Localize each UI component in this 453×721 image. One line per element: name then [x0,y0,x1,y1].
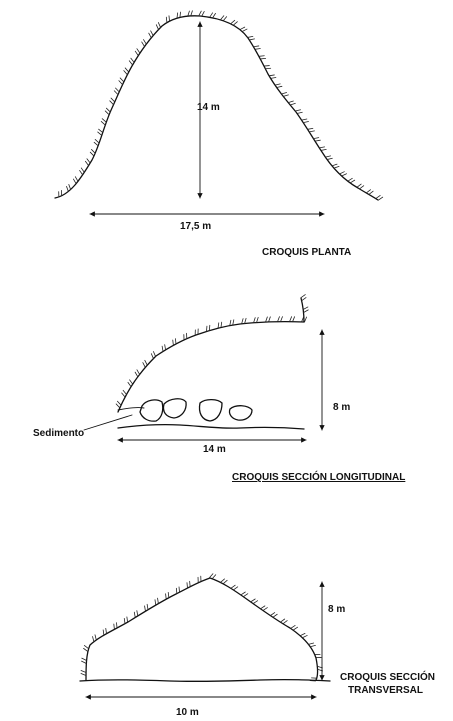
transversal-floor-line [80,680,330,682]
vegetation-tick [116,623,117,628]
vegetation-tick [120,78,124,82]
vegetation-tick [69,184,71,189]
vegetation-tick [137,49,140,53]
vegetation-tick [130,380,133,384]
plan-height-label: 14 m [197,102,220,113]
vegetation-tick [122,393,125,397]
transversal-roof-outline [86,578,318,680]
vegetation-tick [308,643,313,644]
vegetation-tick [116,404,120,408]
vegetation-tick [128,382,131,386]
vegetation-tick [303,307,308,310]
vegetation-tick [115,88,119,92]
vegetation-tick [114,91,118,95]
vegetation-tick [137,370,140,375]
vegetation-tick [165,345,166,350]
vegetation-tick [233,587,237,590]
vegetation-tick [231,20,235,23]
boulder [140,400,163,421]
vegetation-tick [147,604,148,609]
vegetation-tick [325,156,330,157]
vegetation-tick [275,84,280,85]
vegetation-tick [269,317,271,322]
vegetation-tick [281,93,286,94]
vegetation-tick [158,598,159,603]
vegetation-tick [111,98,115,102]
longitudinal-vegetation-hatch [116,295,308,408]
vegetation-tick [313,138,318,139]
vegetation-tick [162,346,163,351]
vegetation-tick [117,401,121,405]
vegetation-tick [166,594,167,599]
vegetation-tick [305,317,307,322]
vegetation-tick [131,58,134,62]
longitudinal-caption: CROQUIS SECCIÓN LONGITUDINAL [232,472,406,483]
vegetation-tick [255,49,260,50]
longitudinal-section-sketch [33,295,405,483]
vegetation-tick [273,614,277,617]
vegetation-tick [105,111,109,115]
transversal-height-label: 8 m [328,604,346,615]
vegetation-tick [106,628,107,633]
vegetation-tick [269,75,274,76]
vegetation-tick [280,619,284,622]
vegetation-tick [221,322,222,327]
vegetation-tick [142,42,145,47]
vegetation-tick [350,180,355,183]
vegetation-tick [143,363,145,368]
vegetation-tick [81,168,84,172]
vegetation-tick [303,122,308,123]
vegetation-tick [293,627,298,630]
vegetation-tick [348,178,353,181]
vegetation-tick [102,119,106,123]
vegetation-tick [81,673,86,675]
vegetation-tick [135,372,138,377]
longitudinal-height-label: 8 m [333,402,351,413]
sediment-label: Sedimento [33,428,85,439]
plan-vegetation-hatch [59,11,383,200]
vegetation-tick [85,161,88,165]
vegetation-tick [310,645,315,646]
vegetation-tick [378,197,382,200]
vegetation-tick [210,13,213,18]
vegetation-tick [199,11,202,16]
vegetation-tick [271,77,276,78]
vegetation-tick [151,31,154,36]
vegetation-tick [188,11,190,16]
vegetation-tick [332,164,337,166]
vegetation-tick [123,390,126,394]
vegetation-tick [309,131,314,132]
vegetation-tick [283,621,287,624]
boulder [199,400,222,421]
vegetation-tick [243,594,248,597]
longitudinal-roof-outline [118,298,304,412]
vegetation-tick [149,33,152,38]
vegetation-tick [75,177,78,182]
vegetation-tick [319,147,324,148]
vegetation-tick [135,51,138,55]
longitudinal-sediment-line [118,408,144,410]
longitudinal-width-label: 14 m [203,444,226,455]
vegetation-tick [145,606,146,611]
transversal-vegetation-hatch [81,574,323,681]
vegetation-tick [145,360,147,365]
vegetation-tick [84,648,88,651]
vegetation-tick [301,295,305,298]
vegetation-tick [209,574,213,578]
vegetation-tick [220,579,224,582]
plan-view-sketch [55,11,383,258]
vegetation-tick [308,128,313,129]
vegetation-tick [366,190,370,193]
vegetation-tick [190,581,191,586]
vegetation-tick [169,16,170,21]
vegetation-tick [191,11,193,16]
sediment-boulders [140,399,252,421]
vegetation-tick [125,68,129,72]
vegetation-tick [297,112,302,113]
vegetation-tick [295,110,300,111]
vegetation-tick [82,661,87,663]
plan-caption: CROQUIS PLANTA [262,247,352,258]
vegetation-tick [187,583,188,588]
vegetation-tick [73,179,76,184]
vegetation-tick [166,17,167,22]
vegetation-tick [257,317,259,322]
vegetation-tick [304,310,309,313]
vegetation-tick [245,318,246,323]
vegetation-tick [119,81,123,85]
vegetation-tick [278,317,280,322]
boulder [163,399,186,418]
vegetation-tick [259,56,264,57]
vegetation-tick [321,149,326,150]
vegetation-tick [95,635,96,640]
vegetation-tick [129,61,132,65]
vegetation-tick [263,608,268,611]
vegetation-tick [302,298,306,301]
vegetation-tick [84,645,88,648]
vegetation-tick [81,670,86,672]
vegetation-tick [98,132,102,135]
vegetation-tick [212,575,216,579]
vegetation-tick [291,625,296,628]
vegetation-tick [251,599,256,602]
vegetation-tick [158,23,160,28]
vegetation-tick [80,170,83,174]
vegetation-tick [153,352,155,357]
vegetation-tick [242,29,247,31]
vegetation-tick [95,139,99,143]
vegetation-tick [302,635,307,637]
vegetation-tick [218,323,219,328]
vegetation-tick [67,186,69,191]
vegetation-tick [93,637,94,642]
vegetation-tick [82,658,87,660]
vegetation-tick [300,633,305,635]
vegetation-tick [124,71,128,75]
vegetation-tick [288,101,293,103]
vegetation-tick [127,617,128,622]
vegetation-tick [253,601,258,604]
vegetation-tick [369,191,373,194]
vegetation-tick [134,612,135,617]
vegetation-tick [339,172,344,174]
vegetation-tick [260,58,265,59]
vegetation-tick [233,22,237,25]
vegetation-tick [254,46,259,47]
vegetation-tick [124,618,125,623]
vegetation-tick [260,606,265,609]
vegetation-tick [266,317,268,322]
vegetation-tick [302,119,307,120]
vegetation-tick [137,611,138,616]
vegetation-tick [302,317,304,322]
transversal-caption-line1: CROQUIS SECCIÓN [340,672,436,683]
vegetation-tick [156,25,158,30]
vegetation-tick [327,158,332,159]
vegetation-tick [315,140,320,141]
vegetation-tick [143,40,146,45]
vegetation-tick [293,317,295,322]
vegetation-tick [357,184,361,187]
vegetation-tick [173,340,174,345]
vegetation-tick [106,108,110,112]
vegetation-tick [87,159,90,163]
vegetation-tick [168,592,169,597]
vegetation-tick [281,317,283,322]
vegetation-tick [223,17,226,21]
vegetation-tick [270,613,274,616]
vegetation-tick [90,152,94,156]
vegetation-tick [151,354,153,359]
vegetation-tick [359,186,363,189]
vegetation-tick [213,13,216,18]
vegetation-tick [110,101,114,105]
vegetation-tick [290,103,295,105]
vegetation-tick [231,585,235,588]
vegetation-tick [249,39,254,40]
vegetation-tick [240,27,245,29]
transversal-width-label: 10 m [176,707,199,718]
transversal-caption-line2: TRANSVERSAL [348,685,424,696]
vegetation-tick [248,36,253,37]
vegetation-tick [103,630,104,635]
vegetation-tick [202,11,205,16]
vegetation-tick [376,195,380,198]
vegetation-tick [241,592,246,595]
vegetation-tick [94,142,98,146]
vegetation-tick [254,318,256,323]
vegetation-tick [334,166,339,168]
vegetation-tick [290,317,292,322]
vegetation-tick [342,174,347,176]
boulder [229,406,252,420]
longitudinal-floor-line [118,425,304,429]
vegetation-tick [175,339,176,344]
vegetation-tick [99,129,103,132]
transversal-section-sketch [80,574,435,718]
vegetation-tick [114,624,115,629]
vegetation-tick [155,600,156,605]
vegetation-tick [91,149,95,153]
vegetation-tick [277,86,282,87]
plan-width-label: 17,5 m [180,221,212,232]
vegetation-tick [220,16,223,20]
vegetation-tick [223,580,227,583]
vegetation-tick [283,95,288,96]
vegetation-tick [101,121,105,125]
